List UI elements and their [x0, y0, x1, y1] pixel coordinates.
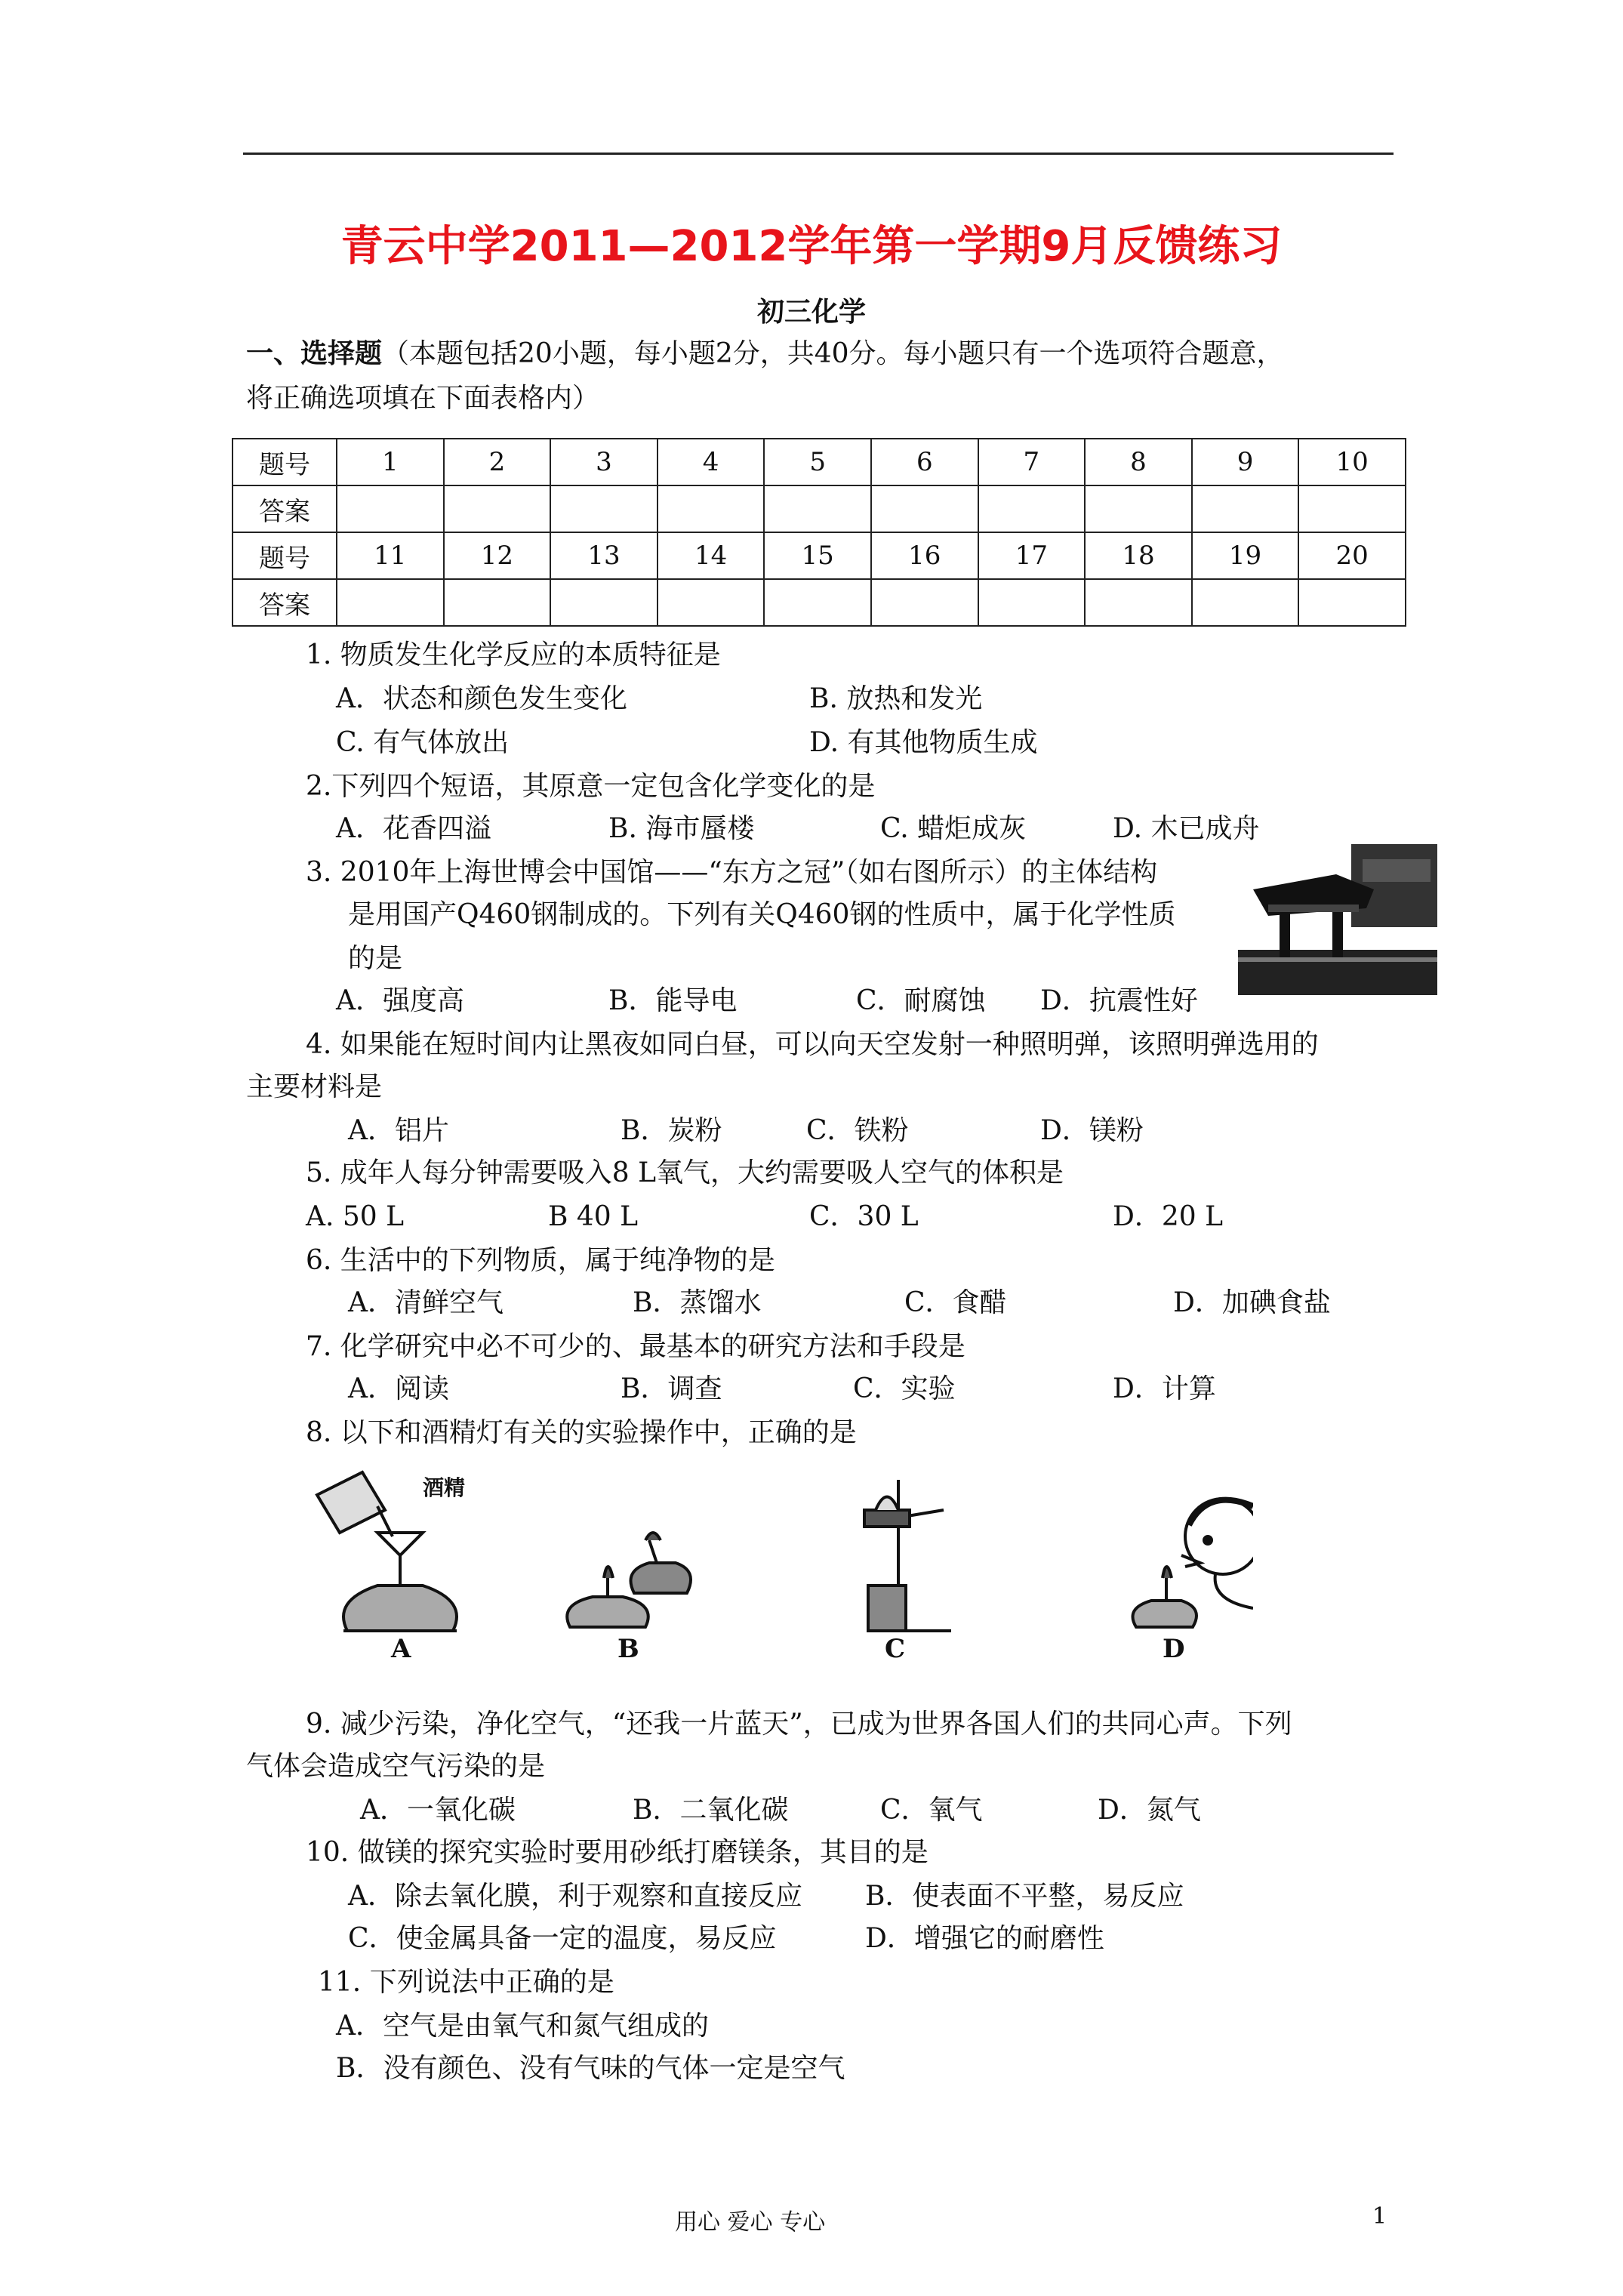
option-d: D．增强它的耐磨性	[865, 1923, 1104, 1954]
answer-cell[interactable]	[871, 485, 978, 532]
row-label: 答案	[233, 579, 337, 626]
figure-b-caption: B	[617, 1634, 639, 1661]
option-c: C．耐腐蚀	[856, 985, 986, 1016]
question-number-cell: 19	[1192, 532, 1299, 579]
question-number-cell: 20	[1298, 532, 1406, 579]
option-d: D. 木已成舟	[1113, 813, 1260, 844]
answer-table	[232, 438, 1406, 627]
answer-cell[interactable]	[337, 485, 444, 532]
answer-cell[interactable]	[1192, 579, 1299, 626]
option-c: C. 蜡炬成灰	[880, 813, 1027, 844]
header-rule	[243, 153, 1394, 155]
answer-cell[interactable]	[1085, 579, 1192, 626]
option-b: B．能导电	[608, 985, 738, 1016]
question-number-cell: 13	[550, 532, 658, 579]
question-number-cell: 7	[978, 439, 1086, 485]
table-row	[233, 485, 1406, 532]
option-a: A．铝片	[348, 1115, 449, 1146]
question-number-cell: 8	[1085, 439, 1192, 485]
answer-cell[interactable]	[978, 485, 1086, 532]
option-b: B．没有颜色、没有气味的气体一定是空气	[336, 2053, 845, 2084]
row-label: 答案	[233, 485, 337, 532]
question-stem: 7. 化学研究中必不可少的、最基本的研究方法和手段是	[306, 1331, 965, 1362]
question-stem: 1. 物质发生化学反应的本质特征是	[306, 639, 721, 670]
option-b: B．炭粉	[621, 1115, 722, 1146]
question-number-cell: 12	[444, 532, 551, 579]
china-pavilion-image	[1238, 844, 1437, 995]
table-row	[233, 439, 1406, 485]
section-description: （本题包括20小题，每小题2分，共40分。每小题只有一个选项符合题意，	[382, 338, 1284, 369]
figure-a	[317, 1472, 465, 1631]
section-heading-line	[246, 337, 1284, 371]
option-b: B 40 L	[548, 1201, 639, 1232]
answer-cell[interactable]	[978, 579, 1086, 626]
question-number-cell: 3	[550, 439, 658, 485]
question-number-cell: 2	[444, 439, 551, 485]
alcohol-lamp-figures	[302, 1465, 1253, 1661]
answer-cell[interactable]	[658, 579, 765, 626]
option-d: D．镁粉	[1040, 1115, 1144, 1146]
option-d: D．加碘食盐	[1173, 1287, 1331, 1318]
option-b: B. 海市蜃楼	[608, 813, 755, 844]
answer-cell[interactable]	[1298, 579, 1406, 626]
option-c: C．实验	[853, 1373, 956, 1404]
option-c: C．使金属具备一定的温度，易反应	[348, 1923, 777, 1954]
answer-cell[interactable]	[764, 579, 871, 626]
question-number-cell: 9	[1192, 439, 1299, 485]
question-number-cell: 14	[658, 532, 765, 579]
option-c: C．30 L	[809, 1201, 919, 1232]
question-stem: 2.下列四个短语，其原意一定包含化学变化的是	[306, 771, 876, 802]
page-number: 1	[1372, 2203, 1387, 2230]
footer-motto: 用心 爱心 专心	[675, 2209, 826, 2236]
option-a: A．强度高	[336, 985, 464, 1016]
answer-cell[interactable]	[1298, 485, 1406, 532]
option-b: B．调查	[621, 1373, 722, 1404]
row-label: 题号	[233, 532, 337, 579]
question-number-cell: 16	[871, 532, 978, 579]
option-d: D．氮气	[1098, 1795, 1201, 1826]
answer-cell[interactable]	[444, 485, 551, 532]
option-c: C. 有气体放出	[336, 727, 510, 758]
section-heading: 一、选择题	[246, 337, 383, 369]
figure-d	[1133, 1499, 1254, 1627]
row-label: 题号	[233, 439, 337, 485]
question-stem-cont: 主要材料是	[246, 1071, 383, 1102]
figure-a-label: 酒精	[423, 1475, 466, 1500]
option-b: B．使表面不平整，易反应	[865, 1881, 1184, 1912]
option-a: A．一氧化碳	[360, 1795, 516, 1826]
question-stem-cont: 的是	[348, 943, 403, 974]
option-a: A．空气是由氧气和氮气组成的	[336, 2011, 709, 2042]
answer-cell[interactable]	[1192, 485, 1299, 532]
question-number-cell: 4	[658, 439, 765, 485]
option-b: B．二氧化碳	[633, 1795, 789, 1826]
option-a: A．状态和颜色发生变化	[336, 683, 627, 714]
question-stem: 8. 以下和酒精灯有关的实验操作中，正确的是	[306, 1417, 857, 1448]
answer-cell[interactable]	[337, 579, 444, 626]
option-c: C．食醋	[904, 1287, 1007, 1318]
page-title: 青云中学2011—2012学年第一学期9月反馈练习	[340, 222, 1283, 271]
question-stem: 9. 减少污染，净化空气，“还我一片蓝天”，已成为世界各国人们的共同心声。下列	[306, 1709, 1292, 1740]
table-row	[233, 579, 1406, 626]
option-d: D．抗震性好	[1040, 985, 1198, 1016]
option-d: D．20 L	[1113, 1201, 1224, 1232]
answer-cell[interactable]	[550, 485, 658, 532]
option-a: A. 50 L	[306, 1201, 405, 1232]
figure-c	[864, 1480, 951, 1631]
figure-a-caption: A	[391, 1634, 411, 1661]
question-stem-cont: 气体会造成空气污染的是	[246, 1751, 546, 1782]
answer-cell[interactable]	[871, 579, 978, 626]
option-b: B. 放热和发光	[809, 683, 983, 714]
answer-cell[interactable]	[444, 579, 551, 626]
question-number-cell: 1	[337, 439, 444, 485]
answer-cell[interactable]	[764, 485, 871, 532]
option-a: A．清鲜空气	[348, 1287, 504, 1318]
section-description-2: 将正确选项填在下面表格内）	[246, 383, 600, 414]
figure-d-caption: D	[1163, 1634, 1185, 1661]
question-stem: 5. 成年人每分钟需要吸入8 L氧气，大约需要吸人空气的体积是	[306, 1157, 1064, 1188]
question-stem: 10. 做镁的探究实验时要用砂纸打磨镁条，其目的是	[306, 1837, 929, 1868]
question-number-cell: 11	[337, 532, 444, 579]
question-stem: 6. 生活中的下列物质，属于纯净物的是	[306, 1245, 775, 1276]
question-number-cell: 17	[978, 532, 1086, 579]
answer-cell[interactable]	[658, 485, 765, 532]
option-a: A．除去氧化膜，利于观察和直接反应	[348, 1881, 802, 1912]
answer-cell[interactable]	[550, 579, 658, 626]
question-number-cell: 15	[764, 532, 871, 579]
page-subtitle: 初三化学	[756, 296, 866, 328]
question-stem: 11. 下列说法中正确的是	[318, 1967, 614, 1998]
table-row	[233, 532, 1406, 579]
question-stem: 3. 2010年上海世博会中国馆——“东方之冠”（如右图所示）的主体结构	[306, 857, 1158, 888]
question-number-cell: 5	[764, 439, 871, 485]
option-d: D．计算	[1113, 1373, 1216, 1404]
question-number-cell: 10	[1298, 439, 1406, 485]
figure-b	[567, 1533, 691, 1627]
option-c: C．铁粉	[806, 1115, 909, 1146]
option-d: D. 有其他物质生成	[809, 727, 1038, 758]
question-number-cell: 6	[871, 439, 978, 485]
answer-cell[interactable]	[1085, 485, 1192, 532]
option-a: A．花香四溢	[336, 813, 491, 844]
figure-c-caption: C	[885, 1634, 906, 1661]
option-b: B．蒸馏水	[633, 1287, 762, 1318]
question-number-cell: 18	[1085, 532, 1192, 579]
option-c: C．氧气	[880, 1795, 983, 1826]
question-stem: 4. 如果能在短时间内让黑夜如同白昼，可以向天空发射一种照明弹，该照明弹选用的	[306, 1029, 1319, 1060]
question-stem-cont: 是用国产Q460钢制成的。下列有关Q460钢的性质中，属于化学性质	[348, 899, 1176, 930]
option-a: A．阅读	[348, 1373, 449, 1404]
